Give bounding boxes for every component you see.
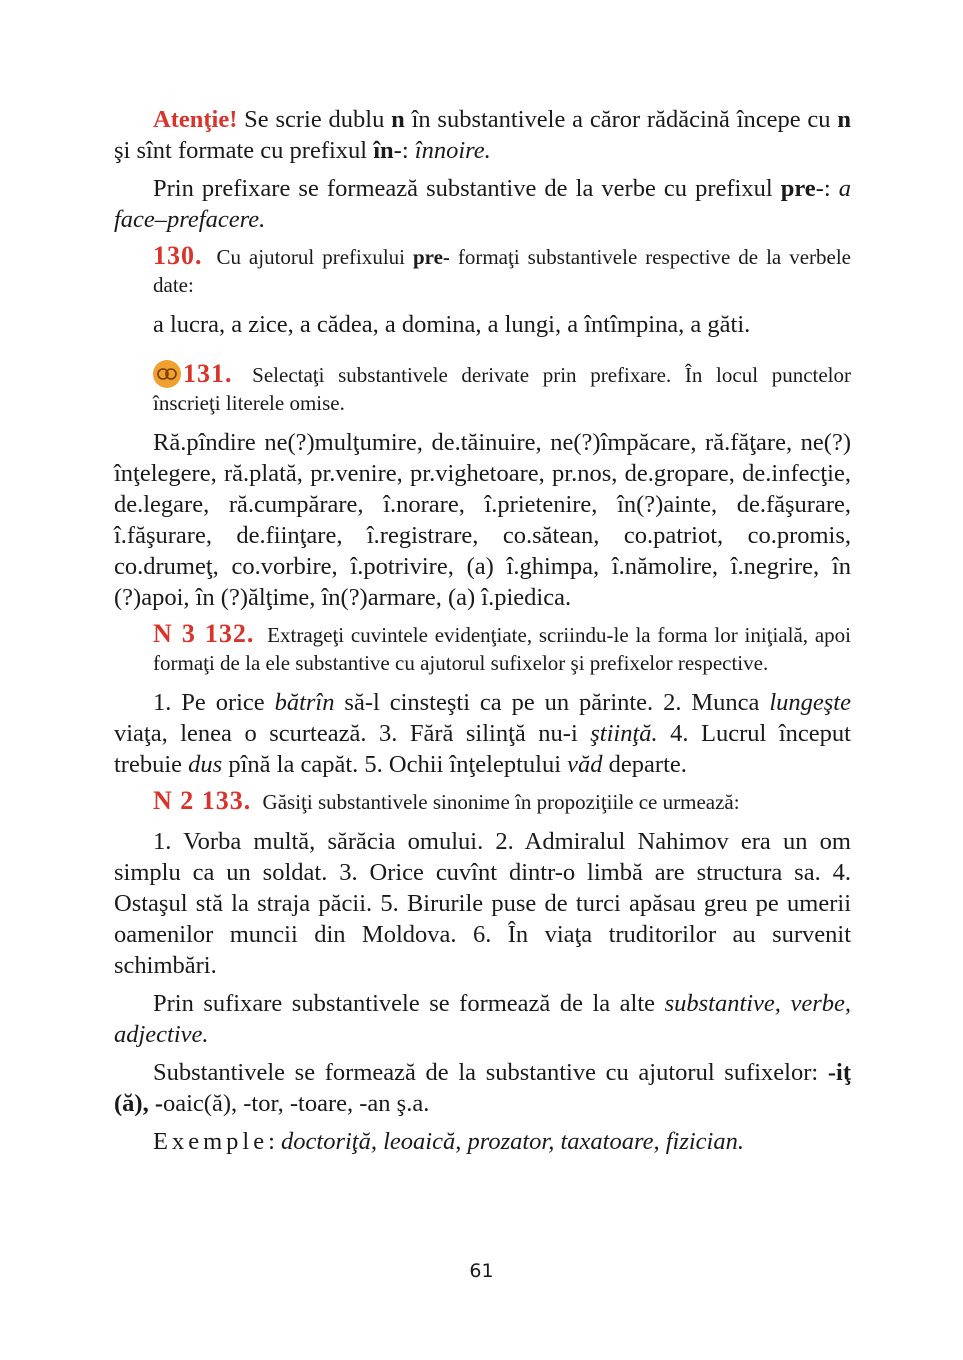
rule-prefix-pre: Prin prefixare se formează substantive de la verbe cu prefixul pre-: a face–prefacere. <box>114 175 851 233</box>
exercise-131: 131. Selectaţi substantivele derivate prin prefixare. În locul punctelor înscrieţi literele omise. <box>153 359 851 415</box>
exercise-133: N 2 133. Găsiţi substantivele sinonime în propoziţiile ce urmează: <box>153 786 740 815</box>
exercise-number: N 2 133. <box>153 786 252 815</box>
verb-list: a lucra, a zice, a cădea, a domina, a lungi, a întîmpina, a găti. <box>153 311 751 338</box>
page-number: 61 <box>469 1260 494 1282</box>
attention-label: Atenţie! <box>153 106 238 133</box>
exercise-132-body: 1. Pe orice bătrîn să-l cinsteşti ca pe un părinte. 2. Munca lungeşte viaţa, lenea o scurtează. 3. Fără silinţă nu-i ştiinţă. 4. Lucrul început trebuie dus pînă la capăt. 5. Ochii înţeleptului văd departe. <box>114 689 851 778</box>
exercise-133-body: 1. Vorba multă, sărăcia omului. 2. Admiralul Nahimov era un om simplu ca un soldat. 3. Orice cuvînt dintr-o limbă are structura sa. 4. Ostaşul stă la straja păcii. 5. Birurile puse de turci apăsau greu pe umerii oamenilor muncii din Moldova. 6. În viaţa truditorilor au survenit schimbări. <box>114 828 851 979</box>
exercise-number: N 3 132. <box>153 619 255 648</box>
rule-double-n: Atenţie! Se scrie dublu n în substantivele a căror rădăcină începe cu n şi sînt formate cu prefixul în-: înnoire. <box>114 106 851 164</box>
rule-suffix: Prin sufixare substantivele se formează de la alte substantive, verbe, adjective. <box>114 990 851 1048</box>
examples-line: Exemple: doctoriţă, leoaică, prozator, taxatoare, fizician. <box>153 1128 744 1155</box>
collaboration-icon <box>153 360 181 388</box>
exercise-number: 131. <box>183 359 233 388</box>
exercise-number: 130. <box>153 241 203 270</box>
exercise-131-body: Ră.pîndire ne(?)mulţumire, de.tăinuire, ne(?)împăcare, ră.făţare, ne(?) înţelegere, ră.plată, pr.venire, pr.vighetoare, pr.nos, de.gropare, de.infecţie, de.legare, ră.cumpărare, î.norare, î.prietenire, în(?)ainte, de.făşurare, î.făşurare, de.fiinţare, î.registrare, co.sătean, co.patriot, co.promis, co.drumeţ, co.vorbire, î.potrivire, (a) î.ghimpa, î.nămolire, î.negrire, în (?)apoi, în (?)ălţime, în(?)armare, (a) î.piedica. <box>114 429 851 611</box>
page-content <box>114 104 851 1164</box>
examples-label: Exemple <box>153 1128 269 1155</box>
rule-suffix-list: Substantivele se formează de la substantive cu ajutorul sufixelor: -iţ (ă), -oaic(ă), -tor, -toare, -an ş.a. <box>114 1059 851 1117</box>
exercise-130: 130. Cu ajutorul prefixului pre- formaţi substantivele respective de la verbele date: <box>153 241 851 297</box>
exercise-132: N 3 132. Extrageţi cuvintele evidenţiate, scriindu-le la forma lor iniţială, apoi formaţi de la ele substantive cu ajutorul sufixelor şi prefixelor respective. <box>153 619 851 675</box>
